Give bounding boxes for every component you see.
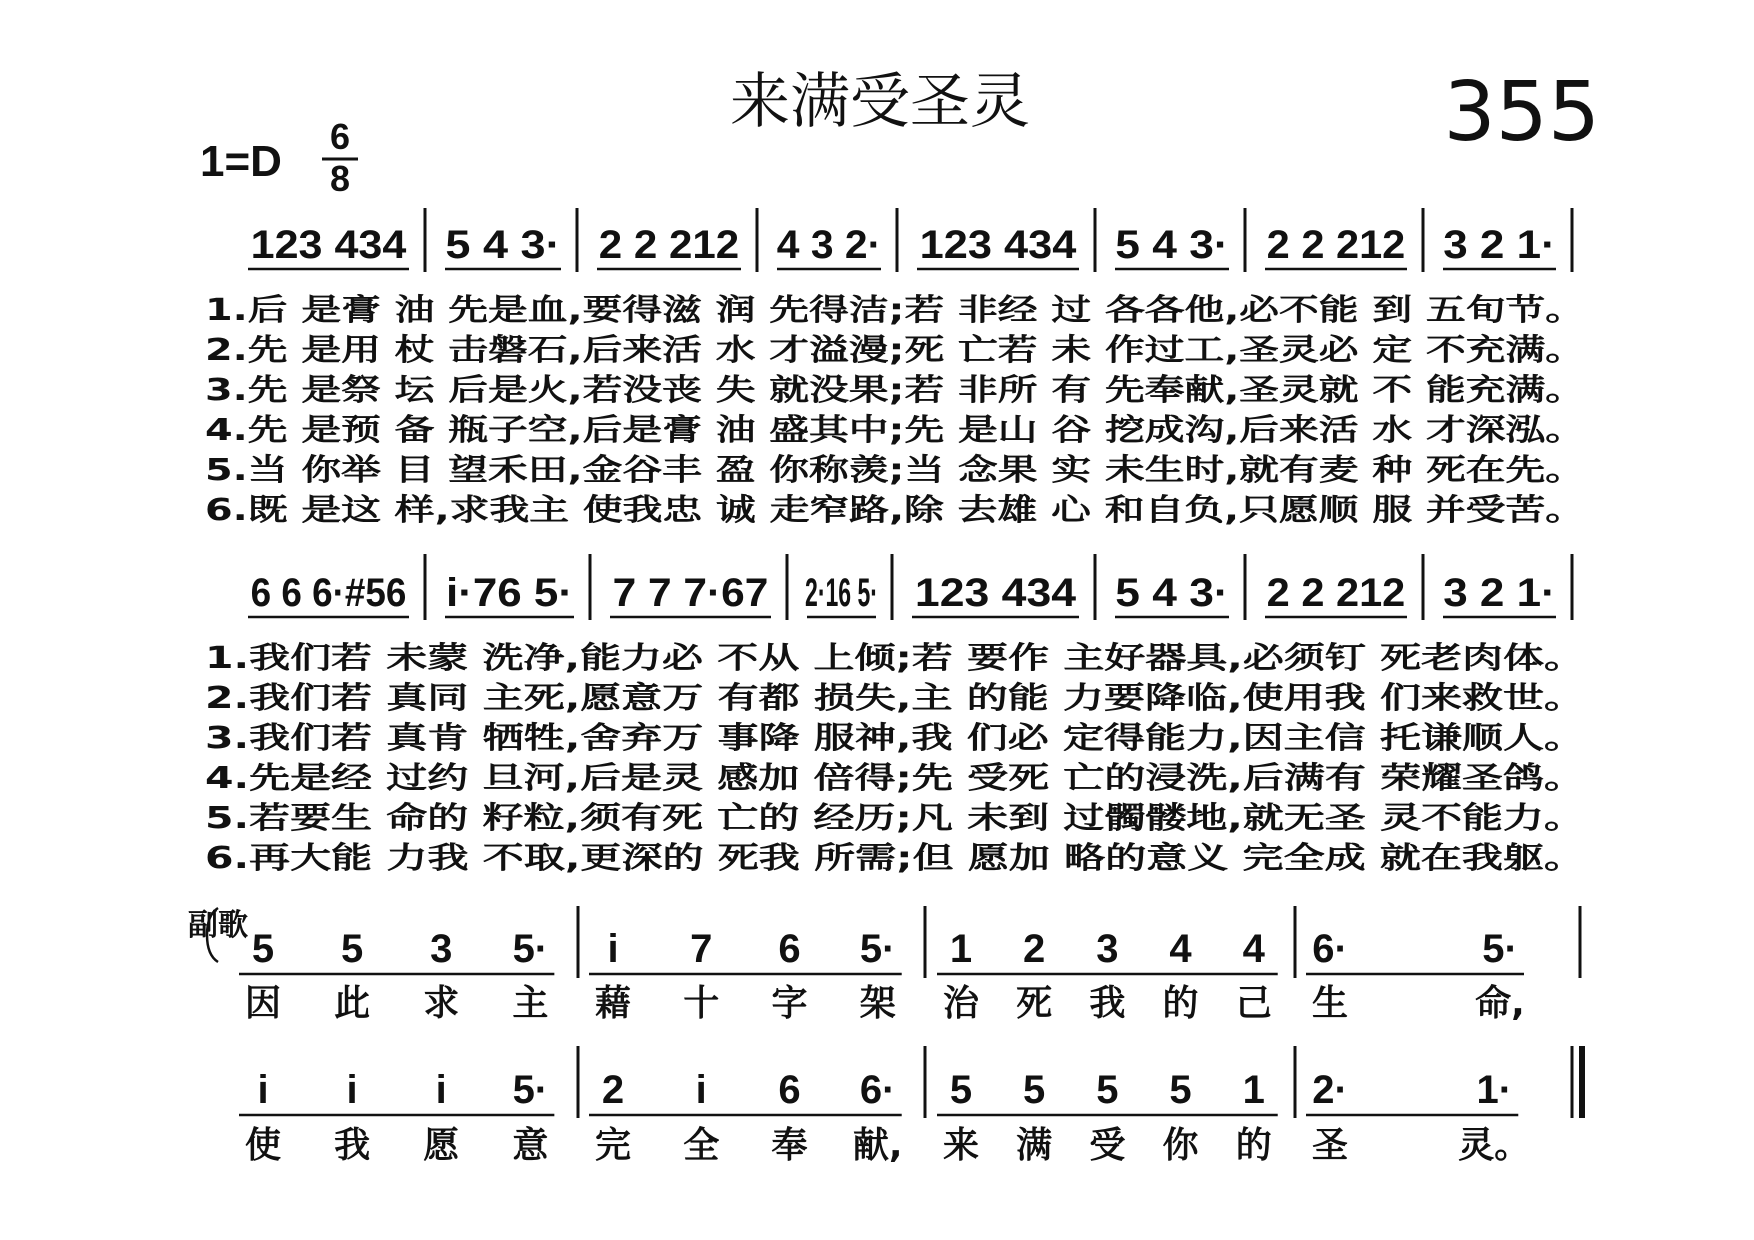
measure: 5 4 3· bbox=[445, 223, 561, 267]
chorus-note: 5 bbox=[949, 1068, 973, 1112]
chorus-note: 5 bbox=[1096, 1068, 1119, 1112]
chorus-lyric: 己 bbox=[1235, 983, 1272, 1024]
song-title: 来满受圣灵 bbox=[730, 67, 1030, 137]
verse-line: 2.先 是用 杖 击磐石,后来活 水 才溢漫;死 亡若 未 作过工,圣灵必 定 不充满。 bbox=[205, 333, 1585, 368]
chorus-note: 1 bbox=[1242, 1068, 1265, 1112]
chorus-note: 5 bbox=[1169, 1068, 1192, 1112]
chorus-lyric: 愿 bbox=[423, 1125, 460, 1166]
chorus-lyric: 满 bbox=[1016, 1125, 1053, 1166]
chorus-lyric: 使 bbox=[244, 1125, 282, 1166]
chorus-note: 3 bbox=[430, 927, 453, 971]
chorus-note: 5· bbox=[512, 1068, 549, 1112]
chorus-note: 5· bbox=[512, 927, 549, 971]
chorus-note: i bbox=[695, 1068, 707, 1112]
chorus-note: 1· bbox=[1476, 1068, 1513, 1112]
chorus-note: 4 bbox=[1242, 927, 1265, 971]
measure: 123 434 bbox=[250, 223, 408, 267]
verse-line: 6.再大能 力我 不取,更深的 死我 所需;但 愿加 略的意义 完全成 就在我躯。 bbox=[205, 841, 1585, 876]
measure: 123 434 bbox=[919, 223, 1078, 267]
verse-line: 4.先是经 过约 旦河,后是灵 感加 倍得;先 受死 亡的浸洗,后满有 荣耀圣鸽。 bbox=[205, 761, 1585, 796]
chorus-note: 4 bbox=[1169, 927, 1192, 971]
verse-line: 5.当 你举 目 望禾田,金谷丰 盈 你称羡;当 念果 实 未生时,就有麦 种 死在先。 bbox=[205, 453, 1585, 488]
chorus-note: 6 bbox=[778, 927, 801, 971]
chorus-note: 5 bbox=[340, 927, 364, 971]
measure: 2 2 212 bbox=[1266, 223, 1406, 267]
chorus-lyric: 十 bbox=[683, 983, 720, 1024]
chorus-lyric: 受 bbox=[1089, 1125, 1126, 1166]
time-signature-denominator: 8 bbox=[329, 158, 351, 199]
measure: 4 3 2· bbox=[776, 223, 882, 267]
chorus-lyric: 全 bbox=[683, 1125, 720, 1166]
verse-line: 6.既 是这 样,求我主 使我忠 诚 走窄路,除 去雄 心 和自负,只愿顺 服 并受苦。 bbox=[205, 493, 1585, 528]
chorus-note: 5 bbox=[1023, 1068, 1046, 1112]
chorus-lyric: 此 bbox=[334, 983, 371, 1024]
verse-line: 1.我们若 未蒙 洗净,能力必 不从 上倾;若 要作 主好器具,必须钉 死老肉体。 bbox=[205, 641, 1585, 676]
chorus-note: 3 bbox=[1096, 927, 1119, 971]
chorus-lyric: 死 bbox=[1016, 983, 1053, 1024]
chorus-lyric: 字 bbox=[771, 983, 808, 1024]
verse-line: 5.若要生 命的 籽粒,须有死 亡的 经历;凡 未到 过髑髅地,就无圣 灵不能力。 bbox=[205, 801, 1585, 836]
chorus-note: i bbox=[346, 1068, 358, 1112]
measure: 2·16 5· bbox=[805, 571, 878, 615]
verse-line: 2.我们若 真同 主死,愿意万 有都 损失,主 的能 力要降临,使用我 们来救世。 bbox=[205, 681, 1585, 716]
chorus-lyric: 完 bbox=[594, 1125, 632, 1166]
chorus-lyric: 来 bbox=[942, 1125, 980, 1166]
chorus-note: i bbox=[607, 927, 619, 971]
measure: 7 7 7·67 bbox=[612, 571, 769, 615]
chorus-lyric: 的 bbox=[1235, 1125, 1272, 1166]
chorus-lyric: 的 bbox=[1162, 983, 1199, 1024]
chorus-lyric: 我 bbox=[1089, 983, 1126, 1024]
time-signature-numerator: 6 bbox=[329, 116, 351, 157]
measure: 6 6 6·#56 bbox=[250, 571, 407, 615]
chorus-lyric: 我 bbox=[334, 1125, 371, 1166]
chorus-lyric: 主 bbox=[512, 983, 549, 1024]
hymn-number: 355 bbox=[1443, 65, 1600, 160]
chorus-lyric: 奉 bbox=[771, 1125, 808, 1166]
measure: 5 4 3· bbox=[1115, 223, 1229, 267]
measure: 3 2 1· bbox=[1443, 223, 1556, 267]
chorus-lyric: 你 bbox=[1162, 1125, 1199, 1166]
chorus-note: 1 bbox=[949, 927, 973, 971]
measure: i·76 5· bbox=[446, 571, 573, 615]
chorus-note: i bbox=[435, 1068, 447, 1112]
chorus-note: 5· bbox=[1482, 927, 1518, 971]
chorus-note: 5· bbox=[859, 927, 896, 971]
chorus-lyric: 献, bbox=[852, 1125, 903, 1166]
chorus-note: 6· bbox=[859, 1068, 896, 1112]
measure: 3 2 1· bbox=[1443, 571, 1556, 615]
verse-line: 3.我们若 真肯 牺牲,舍弃万 事降 服神,我 们必 定得能力,因主信 托谦顺人。 bbox=[205, 721, 1585, 756]
chorus-note: 5 bbox=[251, 927, 275, 971]
chorus-lyric: 生 bbox=[1311, 983, 1349, 1024]
chorus-lyric: 命, bbox=[1475, 983, 1525, 1024]
chorus-lyric: 求 bbox=[423, 983, 460, 1024]
measure: 5 4 3· bbox=[1115, 571, 1229, 615]
chorus-note: 6· bbox=[1312, 927, 1348, 971]
measure: 2 2 212 bbox=[598, 223, 740, 267]
chorus-lyric: 藉 bbox=[594, 983, 632, 1024]
chorus-lyric: 治 bbox=[942, 983, 980, 1024]
verse-line: 1.后 是膏 油 先是血,要得滋 润 先得洁;若 非经 过 各各他,必不能 到 五旬节。 bbox=[205, 293, 1585, 328]
chorus-note: 2 bbox=[1023, 927, 1046, 971]
verse-line: 4.先 是预 备 瓶子空,后是膏 油 盛其中;先 是山 谷 挖成沟,后来活 水 才深泓。 bbox=[205, 413, 1585, 448]
measure: 123 434 bbox=[914, 571, 1077, 615]
chorus-label-1: 副歌 bbox=[188, 908, 248, 943]
chorus-note: i bbox=[257, 1068, 269, 1112]
chorus-note: 7 bbox=[690, 927, 713, 971]
chorus-lyric: 圣 bbox=[1311, 1125, 1349, 1166]
chorus-note: 2· bbox=[1312, 1068, 1348, 1112]
chorus-lyric: 灵。 bbox=[1458, 1125, 1531, 1166]
chorus-lyric: 架 bbox=[859, 983, 896, 1024]
chorus-note: 2 bbox=[601, 1068, 625, 1112]
key-signature: 1=D bbox=[200, 137, 282, 186]
verse-line: 3.先 是祭 坛 后是火,若没丧 失 就没果;若 非所 有 先奉献,圣灵就 不 能充满。 bbox=[205, 373, 1585, 408]
measure: 2 2 212 bbox=[1266, 571, 1406, 615]
chorus-lyric: 意 bbox=[512, 1125, 549, 1166]
chorus-lyric: 因 bbox=[244, 983, 282, 1024]
chorus-note: 6 bbox=[778, 1068, 801, 1112]
